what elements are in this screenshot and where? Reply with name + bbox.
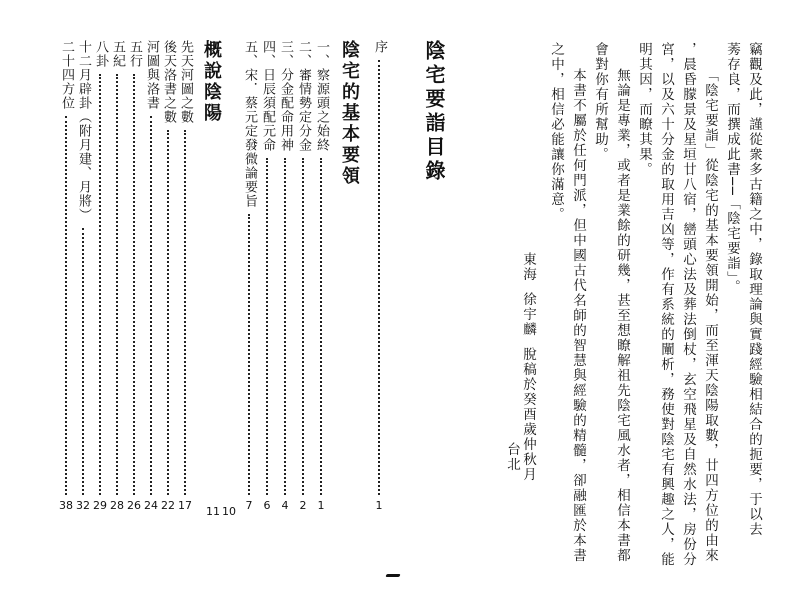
toc-part-title: 概說陰陽 [201, 40, 222, 124]
toc-entry[interactable] [159, 40, 177, 515]
toc-entry-label: 四、日辰須配元命 [260, 40, 275, 152]
toc-entry-label: 後天洛書之數 [161, 40, 176, 124]
toc-entry[interactable] [74, 40, 92, 515]
preface-column: 明其因，而瞭其果。 [636, 42, 652, 177]
preface-column: 「陰宅要詣」從陰宅的基本要領開始，而至渾天陰陽取數，廿四方位的由來 [702, 68, 718, 563]
toc-entry[interactable] [370, 40, 388, 515]
toc-leader-dots [116, 74, 118, 495]
toc-entry[interactable] [57, 40, 75, 515]
toc-leader-dots [302, 158, 304, 495]
page-number-mark [385, 574, 400, 577]
preface-column: 宮，以及六十分金的取用吉凶等，作有系統的闡析，務使對陰宅有興趣之人，能 [658, 42, 674, 567]
preface-column: 本書不屬於任何門派，但中國古代名師的智慧與經驗的精髓，卻融匯於本書 [570, 68, 586, 563]
toc-entry-label: 五紀 [110, 40, 125, 68]
toc-entry-label: 序 [372, 40, 387, 54]
toc-page-number: 28 [110, 499, 124, 512]
signature-place: 東海 [520, 252, 536, 282]
toc-entry-label: 一、察源頭之始終 [314, 40, 329, 152]
toc-leader-dots [284, 158, 286, 495]
toc-entry-label: 二、審情勢定分金 [296, 40, 311, 152]
toc-entry[interactable] [294, 40, 312, 515]
toc-entry-label: 八卦 [93, 40, 108, 68]
toc-entry-label: 五行 [127, 40, 142, 68]
toc-page-number: 22 [161, 499, 175, 512]
toc-page-number: 7 [245, 499, 253, 512]
toc-page-number: 1 [375, 499, 383, 512]
toc-page-number: 2 [299, 499, 307, 512]
toc-page-number: 17 [178, 499, 192, 512]
table-of-contents [40, 40, 446, 520]
toc-leader-dots [82, 228, 84, 495]
signature-city: 台北 [504, 442, 520, 472]
toc-entry[interactable] [258, 40, 276, 515]
toc-entry-label: 先天河圖之數 [178, 40, 193, 124]
toc-page-number: 38 [59, 499, 73, 512]
toc-page-number: 29 [93, 499, 107, 512]
preface-column: 無論是專業，或者是業餘的研幾，甚至想瞭解祖先陰宅風水者，相信本書都 [614, 68, 630, 563]
toc-entry[interactable] [312, 40, 330, 515]
toc-entry[interactable] [176, 40, 194, 515]
toc-entry-label: 十二月辟卦（附月建、月將） [76, 40, 91, 222]
toc-entry-label: 河圖與洛書 [144, 40, 159, 110]
toc-leader-dots [266, 158, 268, 495]
toc-page-number: 10 [222, 505, 236, 518]
toc-page-number: 4 [281, 499, 289, 512]
preface-column: ，晨昏朦景及星垣廿八宿，巒頭心法及葬法倒杖，玄空飛星及自然水法，房份分 [680, 42, 696, 567]
preface-column: 會對你有所幫助。 [592, 42, 608, 162]
toc-leader-dots [184, 130, 186, 495]
toc-leader-dots [150, 116, 152, 495]
toc-page-number: 11 [206, 505, 220, 518]
toc-leader-dots [99, 74, 101, 495]
toc-entry[interactable] [142, 40, 160, 515]
preface-column: 竊觀及此，謹從衆多古籍之中，錄取理論與實踐經驗相結合的扼要，于以去 [746, 42, 762, 537]
toc-leader-dots [167, 130, 169, 495]
toc-entry[interactable] [125, 40, 143, 515]
preface-column: 之中，相信必能讓你滿意。 [548, 42, 564, 222]
toc-entry[interactable] [91, 40, 109, 515]
toc-entry-label: 二十四方位 [59, 40, 74, 110]
toc-page-number: 24 [144, 499, 158, 512]
toc-leader-dots [320, 158, 322, 495]
signature-note: 脫稿於癸酉歲仲秋月 [520, 347, 536, 482]
toc-leader-dots [378, 60, 380, 495]
toc-entry[interactable] [240, 40, 258, 515]
toc-page-number: 6 [263, 499, 271, 512]
toc-entry-label: 三、分金配命用神 [278, 40, 293, 152]
preface-text [500, 42, 762, 567]
toc-entry[interactable] [276, 40, 294, 515]
toc-page-number: 1 [317, 499, 325, 512]
toc-leader-dots [248, 214, 250, 495]
toc-leader-dots [133, 74, 135, 495]
toc-leader-dots [65, 116, 67, 495]
toc-entry[interactable] [108, 40, 126, 515]
toc-page-number: 26 [127, 499, 141, 512]
toc-title: 陰宅要詣目錄 [422, 40, 446, 184]
toc-part-title: 陰宅的基本要領 [339, 40, 360, 187]
preface-column: 莠存良，而撰成此書──「陰宅要詣」。 [724, 42, 740, 295]
toc-entry-label: 五、宋．蔡元定發微論要旨 [242, 40, 257, 208]
signature-author: 徐宇麟 [520, 292, 536, 337]
toc-page-number: 32 [76, 499, 90, 512]
